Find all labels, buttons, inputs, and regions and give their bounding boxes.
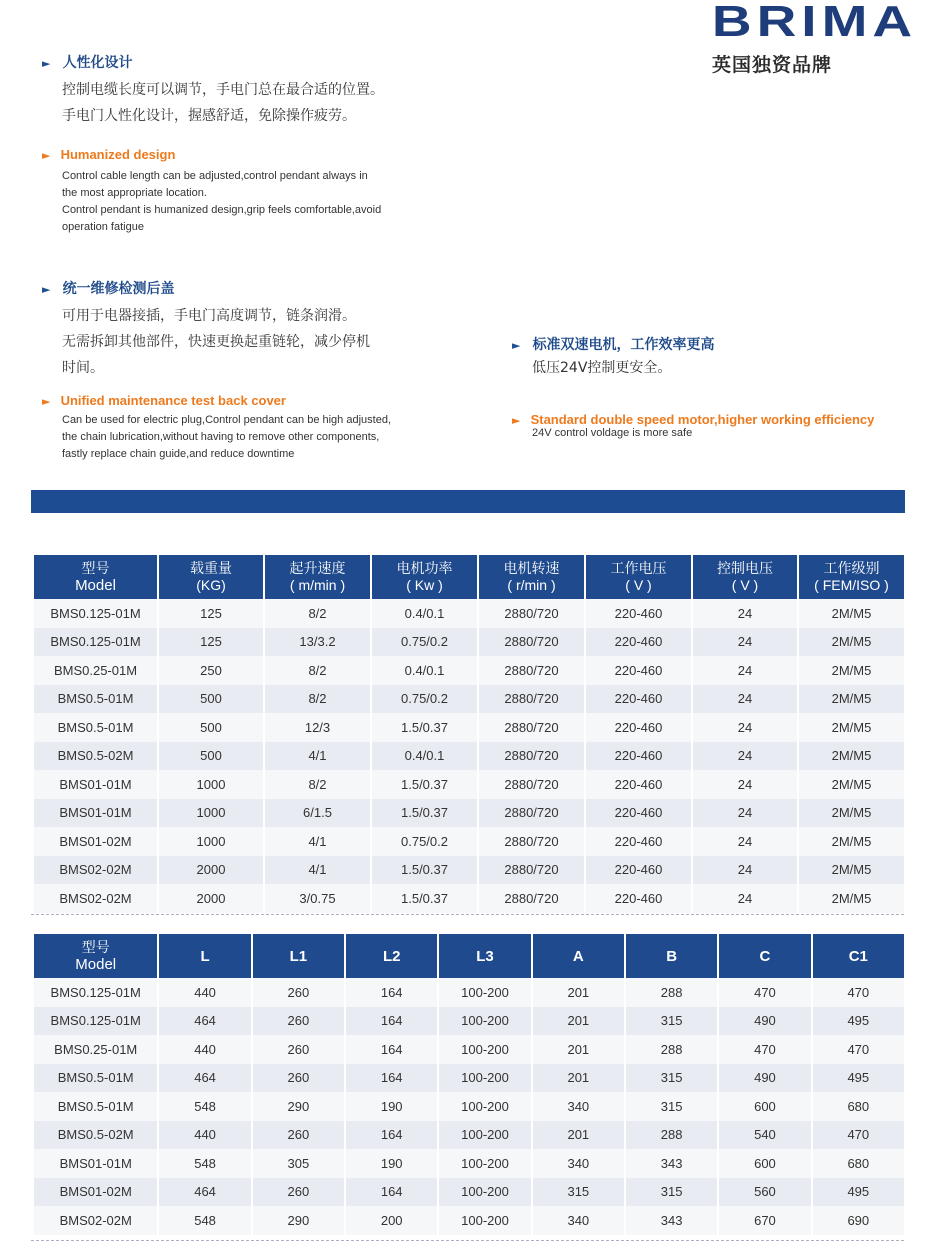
table-cell: 201 (533, 1007, 624, 1036)
table-cell: 260 (253, 1121, 344, 1150)
table-cell: 8/2 (265, 685, 370, 714)
table-cell: 1000 (159, 799, 263, 828)
table-cell: 2M/M5 (799, 628, 904, 657)
table-row (34, 1206, 904, 1235)
table-cell: 24 (693, 827, 797, 856)
column-header-line: 型号 (81, 939, 110, 955)
table-cell: 100-200 (439, 1121, 530, 1150)
bullet-arrow-icon: ► (512, 339, 521, 352)
feature-title-cn: 标准双速电机，工作效率更高 (532, 337, 715, 353)
model-cell: BMS01-01M (34, 1149, 157, 1178)
table-cell: 2880/720 (479, 656, 584, 685)
table-cell: 8/2 (265, 656, 370, 685)
table-cell: 343 (626, 1206, 717, 1235)
table-cell: 548 (159, 1092, 250, 1121)
table-row (34, 1092, 904, 1121)
table-cell: 670 (719, 1206, 810, 1235)
table-cell: 164 (346, 1064, 437, 1093)
model-cell: BMS0.5-01M (34, 1064, 157, 1093)
column-header-line: 起升速度 (289, 560, 346, 576)
column-header-line: 电机功率 (396, 560, 453, 576)
table-row (34, 628, 904, 657)
column-header-line: A (572, 947, 584, 965)
column-header (626, 934, 717, 978)
feature-text-cn: 低压24V控制更安全。 (532, 360, 672, 376)
bullet-arrow-icon: ► (42, 57, 51, 70)
table-cell: 2880/720 (479, 742, 584, 771)
table-cell: 24 (693, 856, 797, 885)
model-cell: BMS0.25-01M (34, 656, 157, 685)
table-cell: 288 (626, 1121, 717, 1150)
table-cell: 343 (626, 1149, 717, 1178)
table-cell: 260 (253, 1178, 344, 1207)
table-cell: 12/3 (265, 713, 370, 742)
model-cell: BMS0.125-01M (34, 628, 157, 657)
column-header (533, 934, 624, 978)
table-cell: 470 (813, 978, 904, 1007)
table-cell: 2880/720 (479, 827, 584, 856)
model-cell: BMS01-01M (34, 799, 157, 828)
feature-text-cn: 控制电缆长度可以调节，手电门总在最合适的位置。 手电门人性化设计，握感舒适，免除操作疲劳。 (62, 82, 384, 124)
table-row (34, 742, 904, 771)
feature-title-cn: 人性化设计 (62, 55, 133, 71)
table-cell: 1.5/0.37 (372, 713, 477, 742)
table-cell: 260 (253, 1064, 344, 1093)
column-header (439, 934, 530, 978)
table-cell: 1000 (159, 770, 263, 799)
table-cell: 2880/720 (479, 685, 584, 714)
table-cell: 288 (626, 1035, 717, 1064)
table-cell: 315 (626, 1092, 717, 1121)
table-cell: 2000 (159, 884, 263, 913)
table-cell: 164 (346, 978, 437, 1007)
table-cell: 8/2 (265, 599, 370, 628)
table-cell: 548 (159, 1206, 250, 1235)
table-cell: 495 (813, 1007, 904, 1036)
table-bottom-dashed-line (31, 914, 904, 915)
table-cell: 220-460 (586, 884, 691, 913)
table-cell: 600 (719, 1092, 810, 1121)
column-header-line: 电机转速 (503, 560, 560, 576)
table-cell: 0.75/0.2 (372, 827, 477, 856)
table-row (34, 656, 904, 685)
table-cell: 2880/720 (479, 856, 584, 885)
table-cell: 220-460 (586, 599, 691, 628)
column-header-line: C1 (848, 947, 868, 965)
model-cell: BMS01-02M (34, 827, 157, 856)
table-cell: 100-200 (439, 1035, 530, 1064)
column-header (799, 555, 904, 599)
feature-maintenance (42, 278, 452, 463)
feature-title-en: Standard double speed motor,higher working efficiency (530, 412, 875, 427)
model-cell: BMS0.25-01M (34, 1035, 157, 1064)
table-cell: 100-200 (439, 978, 530, 1007)
column-header-line: ( m/min ) (289, 577, 346, 593)
table-cell: 260 (253, 978, 344, 1007)
table-cell: 2000 (159, 856, 263, 885)
table-cell: 220-460 (586, 713, 691, 742)
model-cell: BMS0.125-01M (34, 599, 157, 628)
column-header (34, 934, 157, 978)
column-header (34, 555, 157, 599)
table-cell: 340 (533, 1206, 624, 1235)
column-header-line: 型号 (81, 560, 110, 576)
table-cell: 100-200 (439, 1206, 530, 1235)
table-cell: 2M/M5 (799, 827, 904, 856)
table-cell: 290 (253, 1206, 344, 1235)
table-cell: 495 (813, 1064, 904, 1093)
table-row (34, 827, 904, 856)
feature-text-en: Can be used for electric plug,Control pendant can be high adjusted, the chain lubrication,without having to remove other components, fastly replace chain guide,and reduce downtime (62, 414, 391, 460)
table-row (34, 770, 904, 799)
bullet-arrow-icon: ► (42, 283, 51, 296)
model-cell: BMS01-01M (34, 770, 157, 799)
column-header-line: ( Kw ) (406, 577, 443, 593)
column-header (479, 555, 584, 599)
model-cell: BMS02-02M (34, 1206, 157, 1235)
table-cell: 220-460 (586, 656, 691, 685)
brand-subtitle: 英国独资品牌 (712, 54, 833, 76)
table-cell: 220-460 (586, 799, 691, 828)
table-cell: 201 (533, 1121, 624, 1150)
table-cell: 190 (346, 1149, 437, 1178)
table-cell: 495 (813, 1178, 904, 1207)
table-cell: 100-200 (439, 1064, 530, 1093)
table-cell: 0.4/0.1 (372, 656, 477, 685)
table-cell: 440 (159, 1035, 250, 1064)
table-cell: 315 (626, 1007, 717, 1036)
table-cell: 0.4/0.1 (372, 599, 477, 628)
table-row (34, 1007, 904, 1036)
table-cell: 0.75/0.2 (372, 628, 477, 657)
table-cell: 680 (813, 1092, 904, 1121)
table-cell: 220-460 (586, 685, 691, 714)
model-cell: BMS0.125-01M (34, 1007, 157, 1036)
table-cell: 220-460 (586, 856, 691, 885)
table-row (34, 685, 904, 714)
table-cell: 24 (693, 628, 797, 657)
table-row (34, 856, 904, 885)
table-cell: 440 (159, 1121, 250, 1150)
model-cell: BMS0.5-01M (34, 1092, 157, 1121)
column-header-line: Model (75, 577, 116, 594)
column-header (253, 934, 344, 978)
table-bottom-dashed-line (31, 1240, 904, 1241)
table-cell: 220-460 (586, 742, 691, 771)
bullet-arrow-icon: ► (42, 395, 51, 408)
column-header-line: L1 (289, 947, 308, 965)
table-cell: 340 (533, 1092, 624, 1121)
table-cell: 24 (693, 656, 797, 685)
feature-motor (512, 334, 912, 442)
column-header-line: 工作电压 (610, 560, 667, 576)
table-cell: 2880/720 (479, 713, 584, 742)
table-row (34, 1035, 904, 1064)
table-cell: 500 (159, 742, 263, 771)
column-header-line: ( r/min ) (507, 577, 556, 593)
table-cell: 200 (346, 1206, 437, 1235)
table-cell: 0.75/0.2 (372, 685, 477, 714)
column-header (719, 934, 810, 978)
table-cell: 4/1 (265, 827, 370, 856)
column-header-line: L2 (382, 947, 401, 965)
table-cell: 201 (533, 1064, 624, 1093)
column-header (159, 934, 250, 978)
table-cell: 2M/M5 (799, 770, 904, 799)
column-header-line: 工作级别 (823, 560, 880, 576)
column-header-line: 载重量 (190, 560, 232, 576)
column-header (372, 555, 477, 599)
table-cell: 2M/M5 (799, 656, 904, 685)
table-cell: 440 (159, 978, 250, 1007)
bullet-arrow-icon: ► (42, 149, 51, 162)
table-cell: 260 (253, 1007, 344, 1036)
table-cell: 6/1.5 (265, 799, 370, 828)
column-header (159, 555, 263, 599)
dimension-table (32, 934, 906, 1235)
table-cell: 1.5/0.37 (372, 770, 477, 799)
table-cell: 288 (626, 978, 717, 1007)
table-cell: 1.5/0.37 (372, 799, 477, 828)
column-header-line: L (200, 947, 210, 965)
table-row (34, 884, 904, 913)
section-divider-bar (31, 490, 905, 513)
table-row (34, 978, 904, 1007)
table-cell: 470 (719, 1035, 810, 1064)
table-row (34, 1149, 904, 1178)
feature-title-cn: 统一维修检测后盖 (62, 281, 175, 297)
table-cell: 690 (813, 1206, 904, 1235)
spec-table (32, 555, 906, 913)
model-cell: BMS0.5-01M (34, 685, 157, 714)
table-cell: 470 (813, 1035, 904, 1064)
column-header (586, 555, 691, 599)
table-cell: 0.4/0.1 (372, 742, 477, 771)
table-cell: 125 (159, 599, 263, 628)
table-cell: 2880/720 (479, 599, 584, 628)
table-cell: 13/3.2 (265, 628, 370, 657)
table-cell: 2M/M5 (799, 713, 904, 742)
table-cell: 2880/720 (479, 770, 584, 799)
table-cell: 4/1 (265, 742, 370, 771)
table-cell: 600 (719, 1149, 810, 1178)
table-cell: 680 (813, 1149, 904, 1178)
column-header (693, 555, 797, 599)
table-cell: 305 (253, 1149, 344, 1178)
table-cell: 260 (253, 1035, 344, 1064)
model-cell: BMS01-02M (34, 1178, 157, 1207)
column-header-line: (KG) (196, 577, 226, 593)
table-cell: 24 (693, 799, 797, 828)
column-header-line: 控制电压 (717, 560, 773, 576)
table-cell: 24 (693, 713, 797, 742)
model-cell: BMS0.125-01M (34, 978, 157, 1007)
column-header-line: ( V ) (625, 577, 652, 593)
table-cell: 2M/M5 (799, 685, 904, 714)
table-cell: 2880/720 (479, 884, 584, 913)
table-cell: 100-200 (439, 1149, 530, 1178)
table-cell: 2M/M5 (799, 599, 904, 628)
feature-humanized (42, 52, 442, 236)
model-cell: BMS0.5-02M (34, 742, 157, 771)
column-header (265, 555, 370, 599)
feature-text-en: 24V control voldage is more safe (532, 427, 693, 439)
column-header (813, 934, 904, 978)
table-row (34, 1178, 904, 1207)
table-cell: 500 (159, 713, 263, 742)
table-cell: 2M/M5 (799, 799, 904, 828)
table-cell: 24 (693, 770, 797, 799)
table-cell: 164 (346, 1007, 437, 1036)
table-cell: 2M/M5 (799, 742, 904, 771)
table-cell: 560 (719, 1178, 810, 1207)
table-cell: 2M/M5 (799, 856, 904, 885)
table-cell: 220-460 (586, 827, 691, 856)
table-cell: 250 (159, 656, 263, 685)
table-cell: 490 (719, 1007, 810, 1036)
feature-title-en: Unified maintenance test back cover (60, 393, 286, 408)
table-cell: 125 (159, 628, 263, 657)
table-cell: 500 (159, 685, 263, 714)
table-cell: 4/1 (265, 856, 370, 885)
column-header-line: B (666, 947, 678, 965)
table-cell: 540 (719, 1121, 810, 1150)
column-header-line: ( V ) (731, 577, 759, 593)
model-cell: BMS0.5-02M (34, 1121, 157, 1150)
table-cell: 24 (693, 685, 797, 714)
brand-logo: BRIMA (711, 0, 918, 46)
column-header-line: C (759, 947, 771, 965)
table-row (34, 713, 904, 742)
table-cell: 315 (626, 1064, 717, 1093)
table-cell: 470 (813, 1121, 904, 1150)
table-cell: 2M/M5 (799, 884, 904, 913)
table-cell: 24 (693, 884, 797, 913)
model-cell: BMS02-02M (34, 884, 157, 913)
table-cell: 464 (159, 1064, 250, 1093)
table-cell: 315 (533, 1178, 624, 1207)
table-cell: 3/0.75 (265, 884, 370, 913)
column-header-line: Model (75, 956, 117, 973)
table-row (34, 799, 904, 828)
table-cell: 1.5/0.37 (372, 856, 477, 885)
table-cell: 24 (693, 742, 797, 771)
table-row (34, 599, 904, 628)
table-cell: 490 (719, 1064, 810, 1093)
table-cell: 8/2 (265, 770, 370, 799)
table-cell: 100-200 (439, 1092, 530, 1121)
table-cell: 220-460 (586, 770, 691, 799)
table-cell: 2880/720 (479, 799, 584, 828)
table-cell: 2880/720 (479, 628, 584, 657)
table-cell: 100-200 (439, 1178, 530, 1207)
model-cell: BMS0.5-01M (34, 713, 157, 742)
table-cell: 220-460 (586, 628, 691, 657)
table-cell: 290 (253, 1092, 344, 1121)
table-row (34, 1064, 904, 1093)
table-cell: 201 (533, 1035, 624, 1064)
column-header (346, 934, 437, 978)
table-cell: 464 (159, 1178, 250, 1207)
model-cell: BMS02-02M (34, 856, 157, 885)
table-cell: 315 (626, 1178, 717, 1207)
column-header-line: L3 (476, 947, 494, 965)
feature-text-cn: 可用于电器接插，手电门高度调节，链条润滑。 无需拆卸其他部件，快速更换起重链轮，减少停机 时间。 (62, 308, 370, 376)
table-cell: 548 (159, 1149, 250, 1178)
table-cell: 164 (346, 1121, 437, 1150)
table-cell: 1.5/0.37 (372, 884, 477, 913)
table-cell: 164 (346, 1178, 437, 1207)
feature-text-en: Control cable length can be adjusted,control pendant always in the most appropriate location. Control pendant is humanized design,grip feels comfortable,avoid operation fatigue (62, 170, 382, 233)
table-cell: 201 (533, 978, 624, 1007)
table-cell: 470 (719, 978, 810, 1007)
table-cell: 100-200 (439, 1007, 530, 1036)
feature-title-en: Humanized design (60, 147, 176, 162)
bullet-arrow-icon: ► (512, 414, 521, 427)
table-row (34, 1121, 904, 1150)
table-cell: 190 (346, 1092, 437, 1121)
table-cell: 1000 (159, 827, 263, 856)
table-cell: 164 (346, 1035, 437, 1064)
table-cell: 340 (533, 1149, 624, 1178)
table-cell: 464 (159, 1007, 250, 1036)
column-header-line: ( FEM/ISO ) (814, 577, 889, 593)
table-cell: 24 (693, 599, 797, 628)
